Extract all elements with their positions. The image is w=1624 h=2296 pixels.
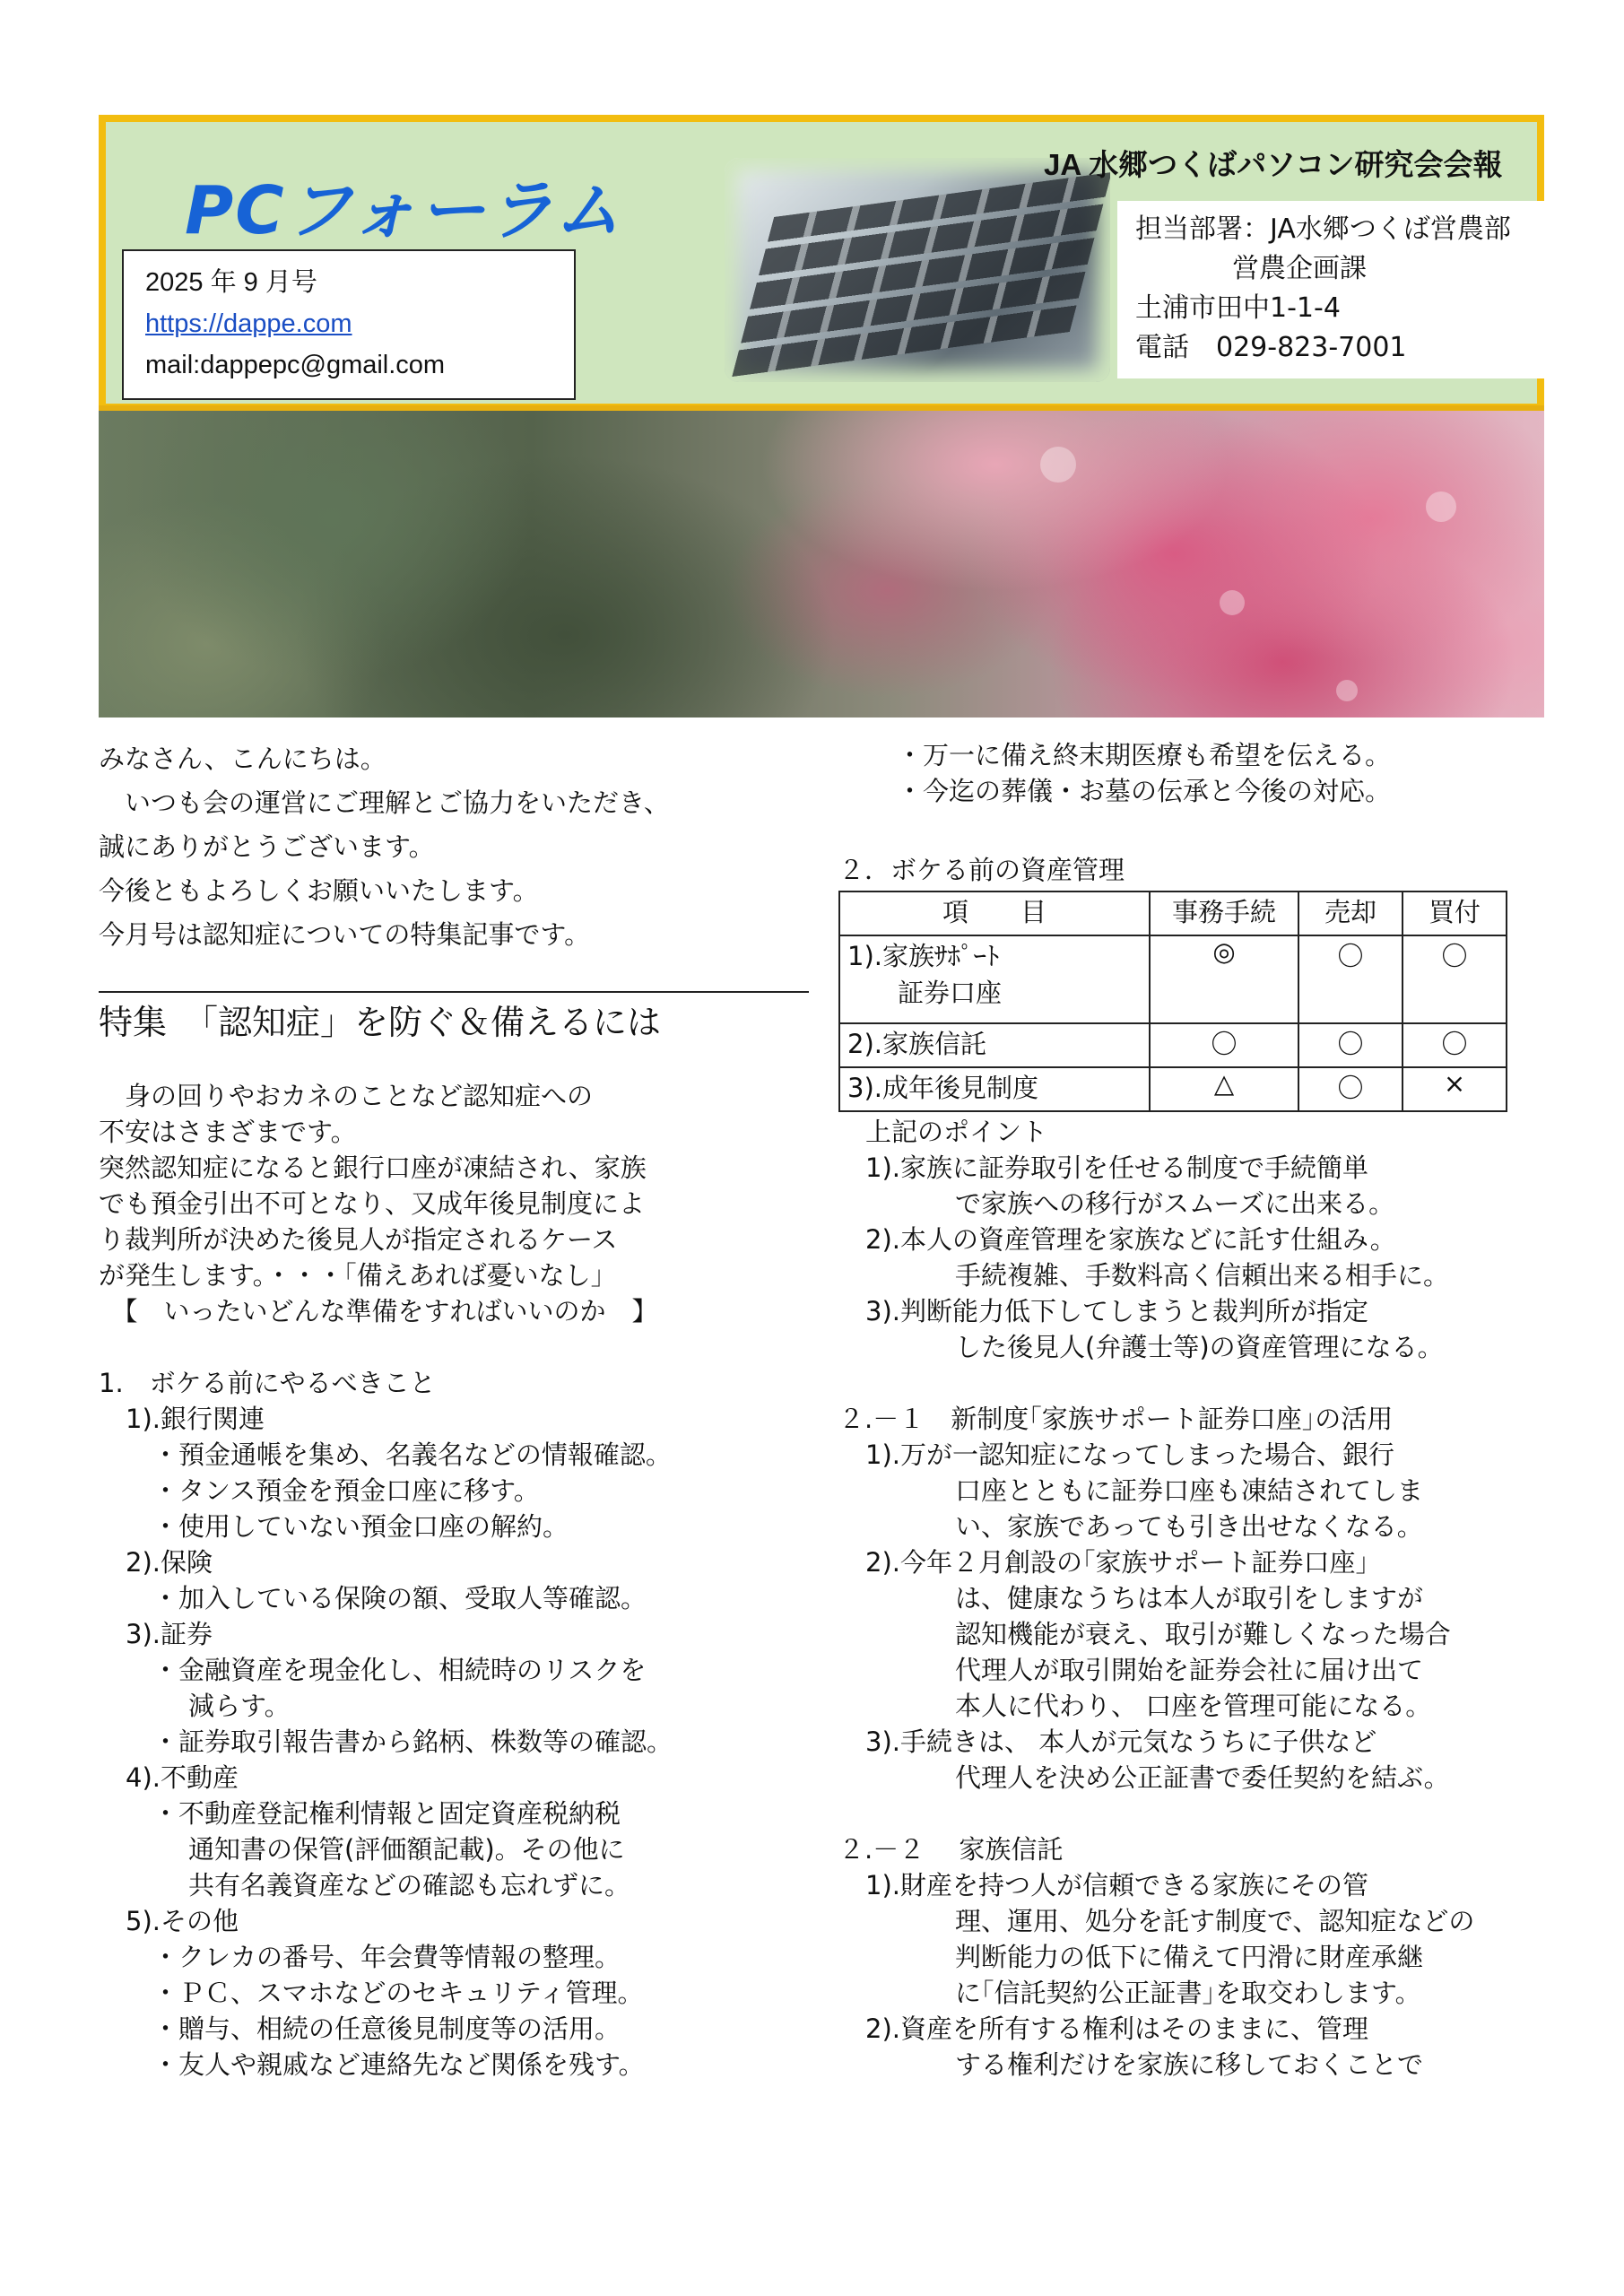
intro-line: 今月号は認知症についての特集記事です。 — [99, 919, 591, 950]
point-line: 1).財産を持つ人が信頼できる家族にその管 — [865, 1870, 1368, 1900]
point-line-cont: で家族への移行がスムーズに出来る。 — [955, 1188, 1395, 1219]
feature-title: 特集 「認知症」を防ぐ＆備えるには — [99, 1003, 662, 1042]
column-header: 項 目 — [839, 891, 1150, 935]
point-line-cont: 手続複雑、手数料高く信頼出来る相手に。 — [955, 1260, 1450, 1291]
point-line-cont: した後見人(弁護士等)の資産管理になる。 — [955, 1332, 1444, 1362]
lead-line: でも預金引出不可となり、又成年後見制度によ — [99, 1188, 646, 1219]
intro-line: いつも会の運営にご理解とご協力をいただき、 — [99, 787, 670, 818]
points-title: 上記のポイント — [865, 1117, 1048, 1147]
point-line-cont: い、家族であっても引き出せなくなる。 — [955, 1511, 1423, 1542]
contact-mail: mail:dappepc@gmail.com — [145, 351, 446, 379]
point-line: 3).手続きは、 本人が元気なうちに子供など — [865, 1726, 1377, 1757]
list-item: ・使用していない預金口座の解約。 — [152, 1511, 569, 1542]
table-row — [839, 1023, 1507, 1067]
subsection-heading: 4).不動産 — [126, 1762, 239, 1793]
list-item: ・証券取引報告書から銘柄、株数等の確認。 — [152, 1726, 673, 1757]
section-heading: ２．ボケる前の資産管理 — [838, 855, 1125, 885]
issue-date: 2025 年 9 月号 — [145, 268, 317, 297]
table-header-row — [839, 891, 1507, 935]
list-item-cont: 減らす。 — [188, 1691, 291, 1721]
intro-line: みなさん、こんにちは。 — [99, 744, 386, 774]
table-cell-mark: ◎ — [1150, 935, 1298, 1023]
point-line: 2).資産を所有する権利はそのままに、管理 — [865, 2013, 1368, 2044]
continued-items — [897, 737, 1391, 809]
table-row — [839, 935, 1507, 1023]
intro-line: 今後ともよろしくお願いいたします。 — [99, 875, 539, 906]
section-heading: 1. ボケる前にやるべきこと — [99, 1368, 436, 1398]
subsection-heading: 3).証券 — [126, 1619, 213, 1649]
table-cell-item: 3).成年後見制度 — [839, 1067, 1150, 1111]
point-line-cont: 代理人が取引開始を証券会社に届け出て — [955, 1655, 1424, 1685]
feature-body — [99, 1078, 673, 2083]
item-label-cont: 証券口座 — [898, 978, 1003, 1008]
lead-line: が発生します。・・・「備えあれば憂いなし」 — [99, 1260, 617, 1291]
table-cell-item: 2).家族信託 — [839, 1023, 1150, 1067]
newsletter-title: JA 水郷つくばパソコン研究会会報 — [1044, 148, 1503, 181]
point-line-cont: 判断能力の低下に備えて円滑に財産承継 — [955, 1942, 1424, 1972]
asset-management-table — [838, 891, 1507, 1112]
point-line-cont: 口座とともに証券口座も凍結されてしま — [955, 1475, 1424, 1506]
phone: 電話 029-823-7001 — [1135, 332, 1407, 363]
subsection-heading: 1).銀行関連 — [126, 1404, 265, 1434]
point-line-cont: 本人に代わり、 口座を管理可能になる。 — [955, 1691, 1432, 1721]
table-cell-mark: 〇 — [1298, 935, 1403, 1023]
section-heading: ２.－１ 新制度｢家族サポート証券口座｣の活用 — [838, 1404, 1394, 1434]
list-item: ・ＰＣ、スマホなどのセキュリティ管理。 — [152, 1978, 644, 2008]
list-item: ・クレカの番号、年会費等情報の整理。 — [152, 1942, 621, 1972]
list-item: ・金融資産を現金化し、相続時のリスクを — [152, 1655, 647, 1685]
column-header: 買付 — [1403, 891, 1507, 935]
point-line-cont: 認知機能が衰え、取引が難しくなった場合 — [955, 1619, 1451, 1649]
point-line-cont: 代理人を決め公正証書で委任契約を結ぶ。 — [955, 1762, 1450, 1793]
point-line: 2).今年２月創設の｢家族サポート証券口座｣ — [865, 1547, 1368, 1578]
subsection-heading: 5).その他 — [126, 1906, 239, 1936]
address: 土浦市田中1-1-4 — [1135, 292, 1341, 324]
website-link[interactable]: https://dappe.com — [145, 309, 352, 338]
list-item-cont: 共有名義資産などの確認も忘れずに。 — [188, 1870, 631, 1900]
lead-line: 突然認知症になると銀行口座が凍結され、家族 — [99, 1152, 647, 1183]
list-item: ・不動産登記権利情報と固定資産税納税 — [152, 1798, 621, 1829]
table-cell-mark: △ — [1150, 1067, 1298, 1111]
list-item: ・預金通帳を集め、名義名などの情報確認。 — [152, 1439, 672, 1470]
list-item: ・加入している保険の額、受取人等確認。 — [152, 1583, 647, 1613]
list-item: ・贈与、相続の任意後見制度等の活用。 — [152, 2013, 621, 2044]
table-cell-mark: 〇 — [1403, 935, 1507, 1023]
section-divider — [99, 991, 809, 993]
list-item: ・タンス預金を預金口座に移す。 — [152, 1475, 540, 1506]
point-line-cont: は、健康なうちは本人が取引をしますが — [955, 1583, 1424, 1613]
section-heading: ２.－２ 家族信託 — [838, 1834, 1064, 1865]
points-block — [838, 1114, 1474, 2083]
table-cell-mark: 〇 — [1150, 1023, 1298, 1067]
table-cell-mark: 〇 — [1298, 1067, 1403, 1111]
point-line: 3).判断能力低下してしまうと裁判所が指定 — [865, 1296, 1368, 1326]
subsection-heading: 2).保険 — [126, 1547, 213, 1578]
table-cell-mark: 〇 — [1298, 1023, 1403, 1067]
table-cell-mark: 〇 — [1403, 1023, 1507, 1067]
point-line: 2).本人の資産管理を家族などに託す仕組み。 — [865, 1224, 1396, 1255]
table-row — [839, 1067, 1507, 1111]
list-item: ・万一に備え終末期医療も希望を伝える。 — [897, 740, 1392, 770]
table-cell-item — [839, 935, 1150, 1023]
table-cell-mark: × — [1403, 1067, 1507, 1111]
list-item: ・今迄の葬儀・お墓の伝承と今後の対応。 — [897, 776, 1392, 806]
pc-forum-logo: PCフォーラム — [185, 172, 623, 249]
dept-line-1: 担当部署：JA水郷つくば営農部 — [1135, 213, 1511, 245]
item-label: 1).家族ｻﾎﾟｰﾄ — [847, 941, 1000, 971]
issue-info-box — [122, 249, 576, 400]
lead-line: 身の回りやおカネのことなど認知症への — [99, 1081, 594, 1111]
point-line-cont: に｢信託契約公正証書｣を取交わします。 — [955, 1978, 1421, 2008]
department-info-box — [1117, 201, 1544, 378]
intro-text — [99, 737, 670, 957]
point-line-cont: する権利だけを家族に移しておくことで — [955, 2049, 1424, 2080]
dept-line-2: 営農企画課 — [1232, 253, 1367, 284]
list-item: ・友人や親戚など連絡先など関係を残す。 — [152, 2049, 645, 2080]
point-line: 1).家族に証券取引を任せる制度で手続簡単 — [865, 1152, 1368, 1183]
column-header: 売却 — [1298, 891, 1403, 935]
lead-line: 不安はさまざまです。 — [99, 1117, 357, 1147]
masthead — [99, 115, 1544, 411]
column-header: 事務手続 — [1150, 891, 1298, 935]
list-item-cont: 通知書の保管(評価額記載)。その他に — [188, 1834, 625, 1865]
lead-line: り裁判所が決めた後見人が指定されるケース — [99, 1224, 618, 1255]
point-line: 1).万が一認知症になってしまった場合、銀行 — [865, 1439, 1394, 1470]
intro-line: 誠にありがとうございます。 — [99, 831, 435, 862]
lead-line: 【 いったいどんな準備をすればいいのか 】 — [99, 1296, 658, 1326]
crape-myrtle-photo — [99, 411, 1544, 718]
keyboard-photo — [725, 158, 1110, 382]
point-line-cont: 理、運用、処分を託す制度で、認知症などの — [955, 1906, 1475, 1936]
